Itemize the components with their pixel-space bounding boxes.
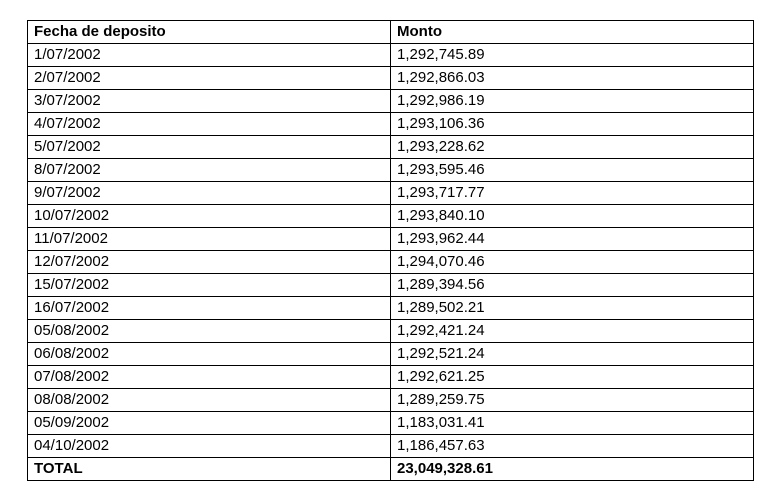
deposit-date-cell: 5/07/2002 [28, 136, 391, 159]
deposit-amount-cell: 1,186,457.63 [391, 435, 754, 458]
table-row [28, 320, 754, 343]
deposit-amount-cell: 1,292,621.25 [391, 366, 754, 389]
deposit-date-cell: 12/07/2002 [28, 251, 391, 274]
deposit-date-cell: 08/08/2002 [28, 389, 391, 412]
deposit-amount-cell: 1,294,070.46 [391, 251, 754, 274]
table-row [28, 90, 754, 113]
deposit-amount-cell: 1,292,421.24 [391, 320, 754, 343]
total-row [28, 458, 754, 481]
table-row [28, 228, 754, 251]
table-row [28, 251, 754, 274]
deposit-amount-cell: 1,292,521.24 [391, 343, 754, 366]
table-row [28, 205, 754, 228]
deposit-date-cell: 06/08/2002 [28, 343, 391, 366]
header-date: Fecha de deposito [28, 21, 391, 44]
header-amount: Monto [391, 21, 754, 44]
table-row [28, 44, 754, 67]
deposit-date-cell: 15/07/2002 [28, 274, 391, 297]
deposit-date-cell: 16/07/2002 [28, 297, 391, 320]
table-row [28, 343, 754, 366]
table-row [28, 159, 754, 182]
table-row [28, 136, 754, 159]
deposit-amount-cell: 1,292,745.89 [391, 44, 754, 67]
deposit-date-cell: 2/07/2002 [28, 67, 391, 90]
table-row [28, 412, 754, 435]
deposit-date-cell: 9/07/2002 [28, 182, 391, 205]
deposit-date-cell: 11/07/2002 [28, 228, 391, 251]
deposit-amount-cell: 1,292,866.03 [391, 67, 754, 90]
deposit-date-cell: 07/08/2002 [28, 366, 391, 389]
table-row [28, 297, 754, 320]
deposit-amount-cell: 1,293,840.10 [391, 205, 754, 228]
total-amount: 23,049,328.61 [391, 458, 754, 481]
deposit-date-cell: 04/10/2002 [28, 435, 391, 458]
table-row [28, 274, 754, 297]
table-row [28, 113, 754, 136]
deposit-date-cell: 1/07/2002 [28, 44, 391, 67]
deposit-amount-cell: 1,293,962.44 [391, 228, 754, 251]
table-row [28, 366, 754, 389]
deposit-amount-cell: 1,293,717.77 [391, 182, 754, 205]
deposit-amount-cell: 1,293,595.46 [391, 159, 754, 182]
table-row [28, 435, 754, 458]
deposits-table [27, 20, 754, 481]
table-row [28, 67, 754, 90]
deposit-amount-cell: 1,289,502.21 [391, 297, 754, 320]
deposit-date-cell: 10/07/2002 [28, 205, 391, 228]
deposit-amount-cell: 1,293,228.62 [391, 136, 754, 159]
deposit-date-cell: 05/09/2002 [28, 412, 391, 435]
table-row [28, 389, 754, 412]
table-row [28, 182, 754, 205]
deposit-date-cell: 05/08/2002 [28, 320, 391, 343]
header-row [28, 21, 754, 44]
deposit-date-cell: 8/07/2002 [28, 159, 391, 182]
deposit-date-cell: 4/07/2002 [28, 113, 391, 136]
deposit-amount-cell: 1,293,106.36 [391, 113, 754, 136]
deposit-amount-cell: 1,183,031.41 [391, 412, 754, 435]
deposit-amount-cell: 1,289,394.56 [391, 274, 754, 297]
deposit-amount-cell: 1,292,986.19 [391, 90, 754, 113]
total-label: TOTAL [28, 458, 391, 481]
deposit-amount-cell: 1,289,259.75 [391, 389, 754, 412]
deposit-date-cell: 3/07/2002 [28, 90, 391, 113]
